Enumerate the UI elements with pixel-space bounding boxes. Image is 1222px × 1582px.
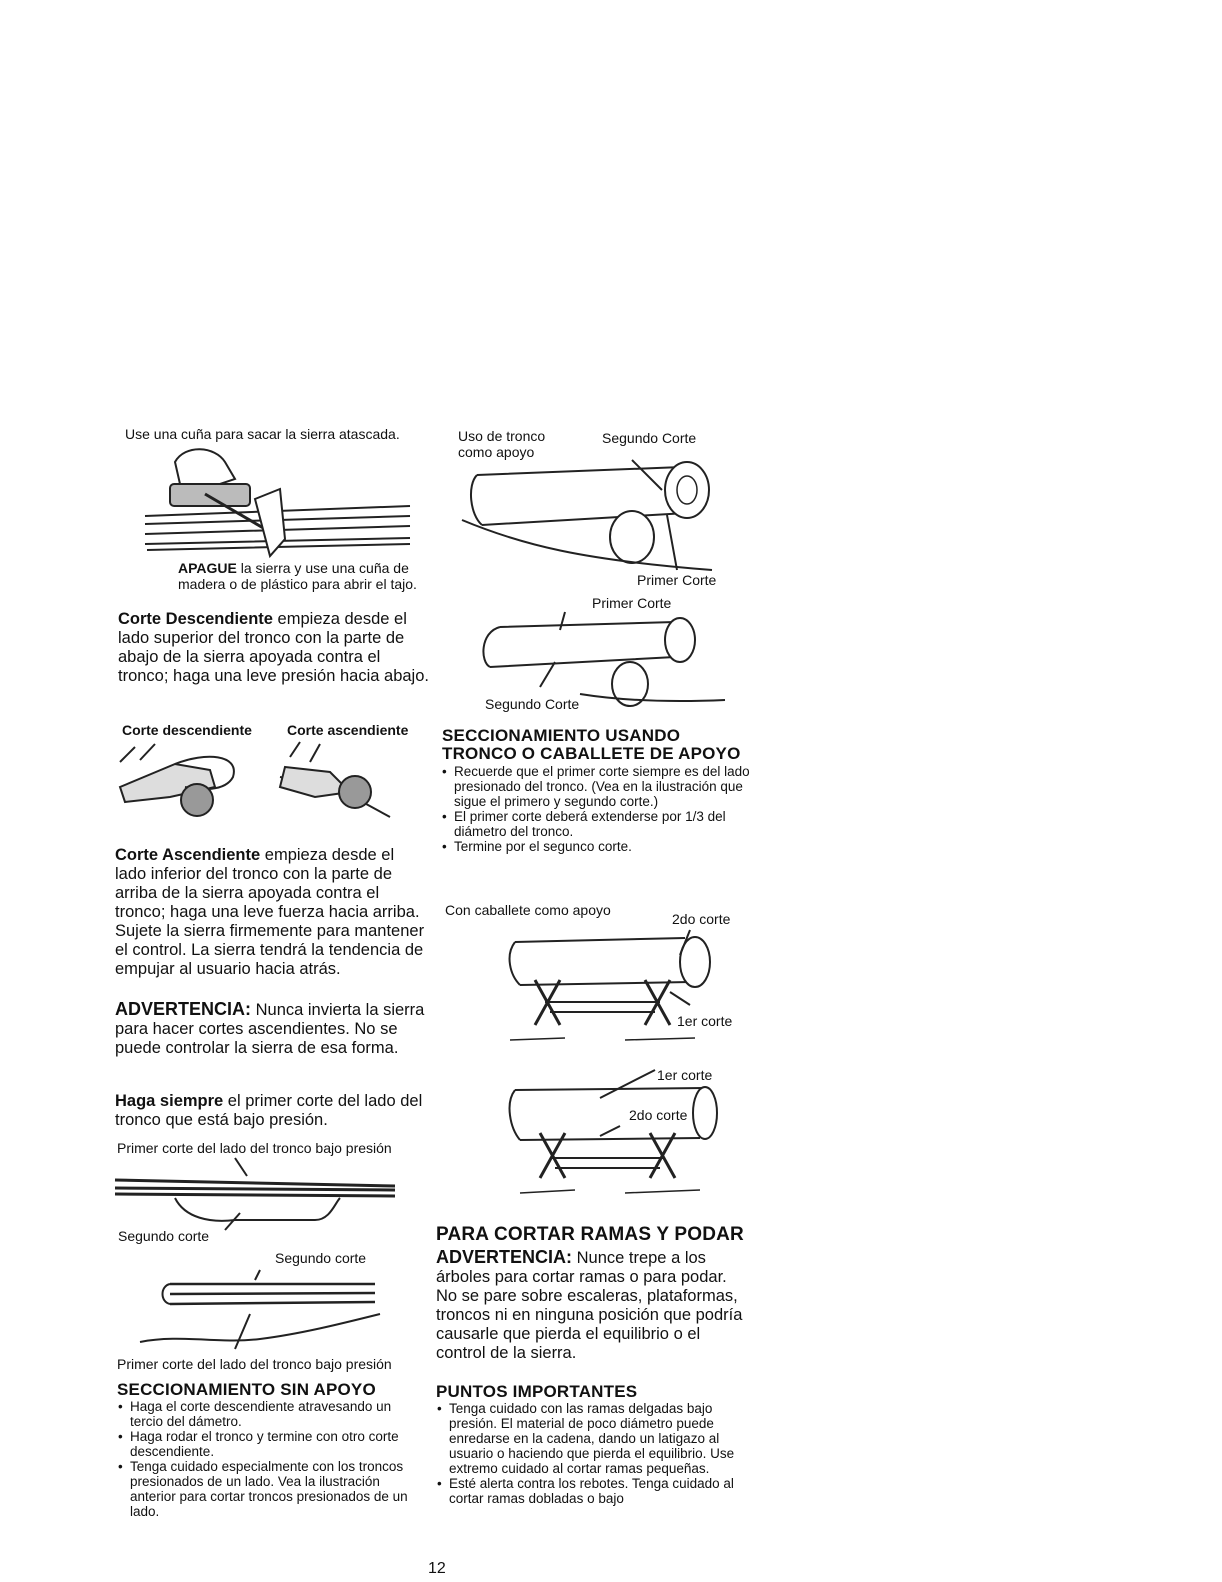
first-cut-rule: [115, 1092, 427, 1130]
support-heading-line2: TRONCO O CABALLETE DE APOYO: [442, 744, 741, 763]
upward-cut-paragraph: [115, 846, 427, 979]
limbing-warning: [436, 1248, 748, 1363]
fig1-second-cut-label: Segundo corte: [118, 1228, 210, 1244]
upward-cut-term: Corte Ascendiente: [115, 846, 261, 864]
page-number: 12: [428, 1560, 446, 1577]
list-item: • Tenga cuidado especialmente con los troncos presionados de un lado. Vea la ilustración anterior para cortar troncos presionados de un lado.: [118, 1459, 418, 1519]
important-points-list: [437, 1401, 747, 1506]
no-support-list: [118, 1399, 418, 1519]
limbing-warning-text: Nunce trepe a los árboles para cortar ramas o para podar. No se pare sobre escaleras, plataformas, troncos ni en ninguna posición que podría causarle que pierda el equilibrio o el control de la sierra.: [436, 1249, 743, 1362]
downward-cut-illustration: [115, 742, 245, 822]
sawhorse2-second-cut-label: 2do corte: [629, 1107, 688, 1123]
no-support-heading: SECCIONAMIENTO SIN APOYO: [117, 1380, 376, 1399]
important-points-heading: PUNTOS IMPORTANTES: [436, 1382, 638, 1401]
list-item: • Haga rodar el tronco y termine con otro corte descendiente.: [118, 1429, 418, 1459]
sawhorse-bottom-illustration: [505, 1068, 725, 1198]
list-item: • Esté alerta contra los rebotes. Tenga cuidado al cortar ramas dobladas o bajo: [437, 1476, 747, 1506]
wedge-caption: Use una cuña para sacar la sierra atascada.: [125, 426, 400, 442]
log-support-label: Uso de tronco como apoyo: [458, 428, 546, 460]
list-item: • Tenga cuidado con las ramas delgadas bajo presión. El material de poco diámetro puede enredarse en la cadena, dando un latigazo al usuario o haciendo que pierda el equilibrio. Use extremo cuidado al cortar ramas pequeñas.: [437, 1401, 747, 1476]
wedge-note-bold: APAGUE: [178, 560, 237, 576]
downward-cut-term: Corte Descendiente: [118, 610, 273, 628]
downward-cut-paragraph: [118, 610, 430, 686]
log-support-first-cut-label: Primer Corte: [637, 572, 717, 588]
warning-reverse-saw: [115, 1000, 427, 1058]
wedge-illustration: [145, 444, 415, 559]
list-item: • Recuerde que el primer corte siempre es del lado presionado del tronco. (Vea en la ilustración que sigue el primero y segundo corte.): [442, 764, 752, 809]
upward-cut-text: empieza desde el lado inferior del tronco con la parte de arriba de la sierra apoyada contra el tronco; haga una leve fuerza hacia arriba. Sujete la sierra firmemente para mantener el control. La sierra tendrá la tendencia de empujar al usuario hacia atrás.: [115, 846, 425, 978]
support-list: [442, 764, 752, 854]
limbing-warning-label: ADVERTENCIA:: [436, 1247, 573, 1267]
log-pressure-top-illustration: [115, 1158, 400, 1233]
first-cut-rule-text: el primer corte del lado del tronco que está bajo presión.: [115, 1092, 423, 1129]
log-support2-second-cut-label: Segundo Corte: [485, 696, 580, 712]
fig1-first-cut-label: Primer corte del lado del tronco bajo presión: [117, 1140, 392, 1156]
log-support-top-illustration: [462, 455, 727, 575]
fig2-first-cut-label: Primer corte del lado del tronco bajo presión: [117, 1356, 392, 1372]
list-item: • El primer corte deberá extenderse por 1/3 del diámetro del tronco.: [442, 809, 752, 839]
first-cut-rule-bold: Haga siempre: [115, 1092, 224, 1110]
wedge-note-text: la sierra y use una cuña de madera o de plástico para abrir el tajo.: [178, 560, 417, 592]
downward-cut-text: empieza desde el lado superior del tronco con la parte de abajo de la sierra apoyada contra el tronco; haga una leve presión hacia abajo.: [118, 610, 429, 685]
list-item: • Termine por el segunco corte.: [442, 839, 752, 854]
label-upward-cut: Corte ascendiente: [287, 722, 409, 738]
limbing-heading: PARA CORTAR RAMAS Y PODAR: [436, 1224, 744, 1245]
fig2-second-cut-label: Segundo corte: [275, 1250, 367, 1266]
log-pressure-bottom-illustration: [140, 1264, 385, 1352]
sawhorse-second-cut-label: 2do corte: [672, 911, 731, 927]
warning-text: Nunca invierta la sierra para hacer cortes ascendientes. No se puede controlar la sierra de esa forma.: [115, 1001, 425, 1057]
list-item: • Haga el corte descendiente atravesando un tercio del dámetro.: [118, 1399, 418, 1429]
sawhorse-label: Con caballete como apoyo: [445, 902, 611, 918]
label-downward-cut: Corte descendiente: [122, 722, 252, 738]
wedge-note: [178, 560, 418, 592]
support-heading-line1: SECCIONAMIENTO USANDO: [442, 726, 681, 745]
upward-cut-illustration: [270, 742, 400, 827]
log-support-second-cut-label: Segundo Corte: [602, 430, 697, 446]
sawhorse-first-cut-label: 1er corte: [677, 1013, 733, 1029]
sawhorse2-first-cut-label: 1er corte: [657, 1067, 713, 1083]
warning-label: ADVERTENCIA:: [115, 999, 252, 1019]
log-support2-first-cut-label: Primer Corte: [592, 595, 672, 611]
